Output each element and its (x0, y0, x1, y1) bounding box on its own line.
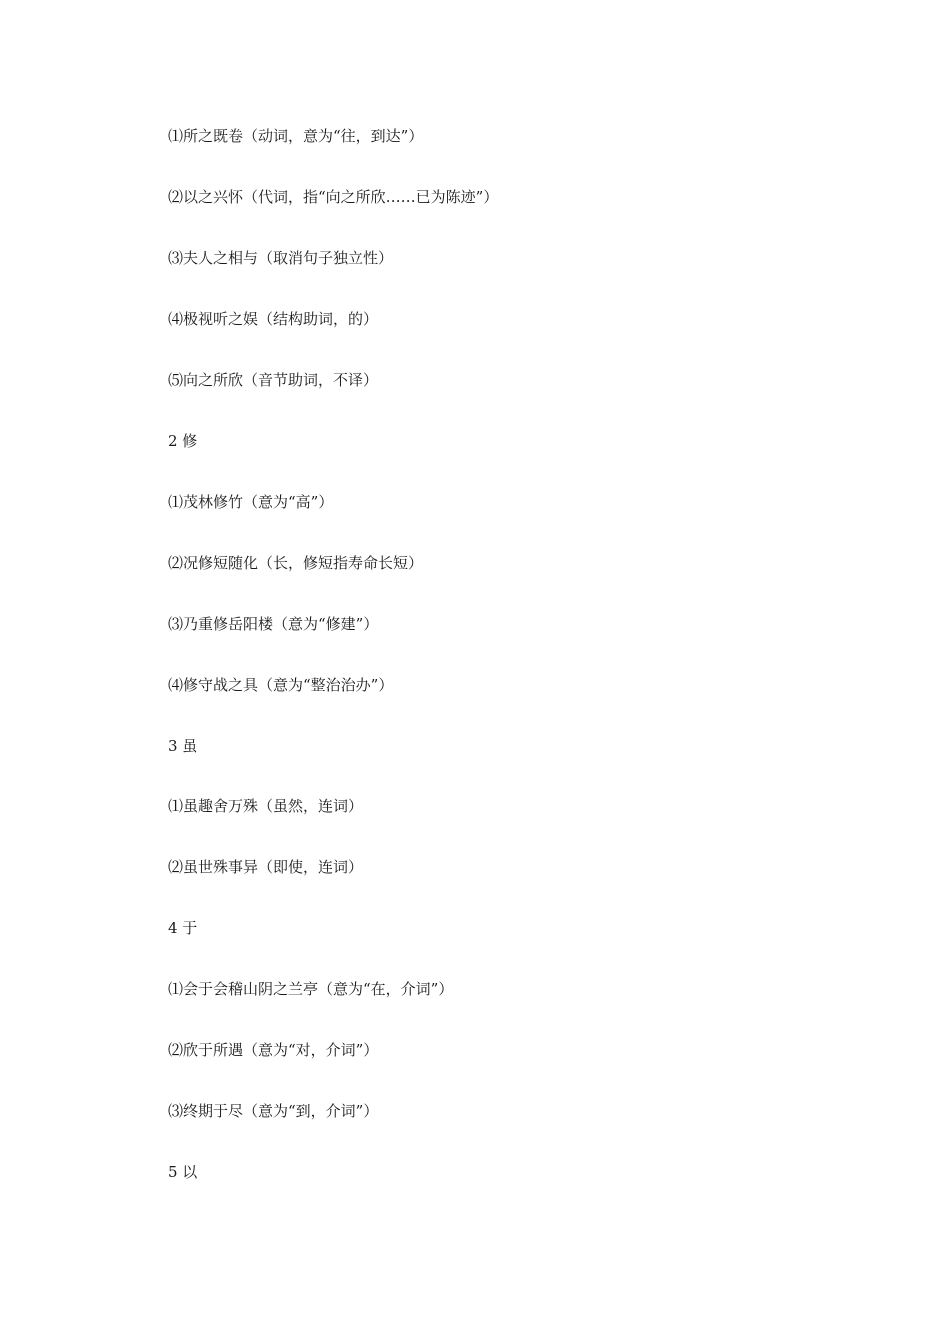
text-line: ⑵况修短随化（长，修短指寿命长短） (168, 554, 424, 572)
text-line: ⑵欣于所遇（意为“对，介词”） (168, 1041, 379, 1059)
text-line: ⑴虽趣舍万殊（虽然，连词） (168, 797, 364, 815)
text-line: ⑵以之兴怀（代词，指“向之所欣……已为陈迹”） (168, 188, 499, 206)
text-line: ⑸向之所欣（音节助词，不译） (168, 371, 379, 389)
text-line: ⑶乃重修岳阳楼（意为“修建”） (168, 615, 379, 633)
text-line: ⑴会于会稽山阴之兰亭（意为“在，介词”） (168, 980, 454, 998)
text-line: ⑷修守战之具（意为“整治治办”） (168, 676, 394, 694)
section-heading: 4 于 (168, 919, 198, 937)
text-line: ⑶终期于尽（意为“到，介词”） (168, 1102, 379, 1120)
text-line: ⑵虽世殊事异（即使，连词） (168, 858, 364, 876)
text-line: ⑶夫人之相与（取消句子独立性） (168, 249, 394, 267)
section-heading: 2 修 (168, 432, 198, 450)
text-line: ⑷极视听之娱（结构助词，的） (168, 310, 379, 328)
section-heading: 5 以 (168, 1163, 198, 1181)
section-heading: 3 虽 (168, 737, 198, 755)
text-line: ⑴茂林修竹（意为“高”） (168, 493, 334, 511)
text-line: ⑴所之既卷（动词，意为“往，到达”） (168, 127, 424, 145)
